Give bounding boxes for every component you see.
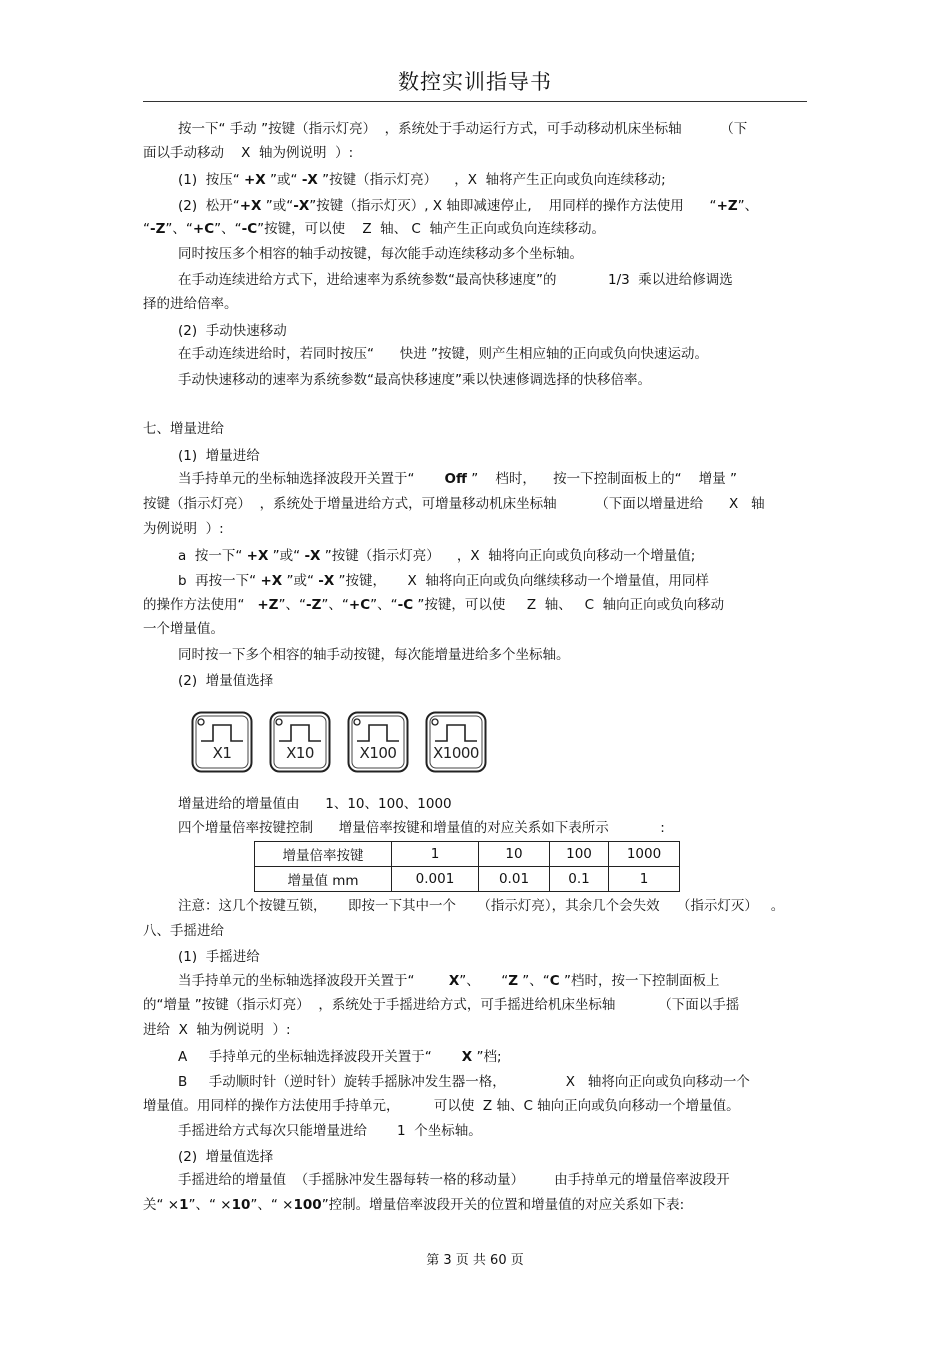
text-span: ”、“ × [250, 1197, 294, 1213]
text-span: ”按键，可以使 Z 轴、 C 轴向正向或负向移动 [413, 597, 725, 613]
paragraph-line: 增量值。用同样的操作方法使用手持单元， 可以使 Z 轴、C 轴向正向或负向移动一个增量值。 [143, 1098, 740, 1114]
text-span: a 按一下“ [178, 548, 247, 564]
paragraph-line: (2) 增量值选择 [178, 1149, 274, 1165]
text-span: ”或“ [268, 548, 305, 564]
increment-key-icon [347, 711, 409, 773]
increment-key-icon [269, 711, 331, 773]
paragraph-line: (2) 手动快速移动 [178, 323, 287, 339]
paragraph-line: (2) 增量值选择 [178, 673, 274, 689]
paragraph-line [178, 1048, 502, 1066]
paragraph-line [143, 1196, 684, 1214]
text-span: (2) 松开“ [178, 198, 240, 214]
increment-key-label: X10 [286, 744, 314, 762]
key-label-text: +X [244, 172, 266, 188]
paragraph-line: 的“增量 ”按键（指示灯亮） ，系统处于手摇进给方式，可手摇进给机床坐标轴 （下面以手摇 [143, 997, 740, 1013]
increment-key-x100[interactable] [347, 711, 409, 773]
section-heading: 八、手摇进给 [143, 923, 224, 939]
increment-key-label: X1000 [433, 744, 479, 762]
table-cell: 增量值 mm [255, 867, 392, 892]
key-label-text: -Z [150, 221, 166, 237]
text-span: (1) 按压“ [178, 172, 244, 188]
table-cell: 0.001 [392, 867, 479, 892]
paragraph-line: (1) 增量进给 [178, 448, 260, 464]
text-span: ”、“ [370, 597, 398, 613]
multiplier-text: 1 [179, 1197, 189, 1213]
header-rule [143, 101, 807, 102]
switch-position-text: X [448, 973, 460, 989]
page-title: 数控实训指导书 [398, 70, 552, 94]
text-span: ”、“ [321, 597, 349, 613]
paragraph-line: 同时按压多个相容的轴手动按键，每次能手动连续移动多个坐标轴。 [178, 246, 583, 262]
paragraph-line [178, 972, 720, 990]
key-label-text: +C [192, 221, 215, 237]
text-span: ”按键（指示灯灭）, X 轴即减速停止, 用同样的操作方法使用 “ [309, 198, 717, 214]
key-label-text: +Z [716, 198, 738, 214]
paragraph-line [143, 596, 724, 614]
key-label-text: -C [397, 597, 414, 613]
table-cell: 1 [392, 842, 479, 867]
paragraph-line: B 手动顺时针（逆时针）旋转手摇脉冲发生器一格， X 轴将向正向或负向移动一个 [178, 1074, 750, 1090]
text-span: ”按键， X 轴将向正向或负向继续移动一个增量值，用同样 [334, 573, 709, 589]
key-label-text: -Z [305, 597, 322, 613]
paragraph-line: 手动快速移动的速率为系统参数“最高快移速度”乘以快速修调选择的快移倍率。 [178, 372, 651, 388]
text-span: A 手持单元的坐标轴选择波段开关置于“ [178, 1049, 462, 1065]
table-cell: 增量倍率按键 [255, 842, 392, 867]
key-label-text: +Z [257, 597, 279, 613]
table-cell: 1000 [609, 842, 680, 867]
key-label-text: -X [318, 573, 335, 589]
paragraph-line: 为例说明 ）: [143, 521, 224, 537]
paragraph-line [178, 572, 709, 590]
switch-position-text: X [461, 1049, 473, 1065]
increment-key-label: X100 [359, 744, 397, 762]
key-label-text: -C [241, 221, 258, 237]
table-cell: 0.01 [479, 867, 550, 892]
increment-key-group [191, 711, 501, 777]
paragraph-line: 手摇进给的增量值 （手摇脉冲发生器每转一格的移动量） 由手持单元的增量倍率波段开 [178, 1172, 730, 1188]
increment-key-icon [191, 711, 253, 773]
table-row [255, 867, 680, 892]
text-span: ”按键（指示灯亮） ，X 轴将产生正向或负向连续移动; [317, 172, 666, 188]
key-label-text: +X [239, 198, 262, 214]
paragraph-line: 按一下“ 手动 ”按键（指示灯亮） ，系统处于手动运行方式，可手动移动机床坐标轴 （下 [178, 121, 748, 137]
text-span: ”控制。增量倍率波段开关的位置和增量值的对应关系如下表: [321, 1197, 685, 1213]
increment-key-x1000[interactable] [425, 711, 487, 773]
table-cell: 1 [609, 867, 680, 892]
text-span: ”按键（指示灯亮） ，X 轴将向正向或负向移动一个增量值; [320, 548, 696, 564]
text-span: “ [143, 221, 150, 237]
paragraph-line [178, 171, 666, 189]
text-span: ” 档时， 按一下控制面板上的“ 增量 ” [466, 471, 738, 487]
text-span: ”档时，按一下控制面板上 [559, 973, 720, 989]
text-span: 当手持单元的坐标轴选择波段开关置于“ [178, 973, 449, 989]
text-span: 关“ × [143, 1197, 180, 1213]
text-span: ”、“ [518, 973, 550, 989]
text-span: b 再按一下“ [178, 573, 261, 589]
text-span: ”或“ [282, 573, 319, 589]
paragraph-line [178, 197, 758, 215]
paragraph-line [178, 470, 737, 488]
paragraph-line: (1) 手摇进给 [178, 949, 260, 965]
paragraph-line: 同时按一下多个相容的轴手动按键，每次能增量进给多个坐标轴。 [178, 647, 570, 663]
key-label-text: -X [301, 172, 318, 188]
text-span: ”或“ [265, 172, 302, 188]
key-label-text: +X [260, 573, 283, 589]
switch-position-text: Z [508, 973, 518, 989]
table-row [255, 842, 680, 867]
section-heading: 七、增量进给 [143, 421, 224, 437]
key-label-text: -X [293, 198, 310, 214]
paragraph-line [178, 547, 695, 565]
text-span: ”、“ [165, 221, 193, 237]
paragraph-line: 手摇进给方式每次只能增量进给 1 个坐标轴。 [178, 1123, 482, 1139]
paragraph-line: 面以手动移动 X 轴为例说明 ）: [143, 145, 354, 161]
table-cell: 0.1 [550, 867, 609, 892]
key-label-text: +C [348, 597, 371, 613]
multiplier-text: 10 [231, 1197, 251, 1213]
text-span: ”档; [472, 1049, 502, 1065]
paragraph-line: 进给 X 轴为例说明 ）: [143, 1022, 291, 1038]
increment-key-label: X1 [212, 744, 232, 762]
increment-key-x1[interactable] [191, 711, 253, 773]
increment-key-x10[interactable] [269, 711, 331, 773]
text-span: ”、“ × [188, 1197, 232, 1213]
paragraph-line: 注意：这几个按键互锁， 即按一下其中一个 （指示灯亮），其余几个会失效 （指示灯灭） 。 [178, 898, 785, 914]
text-span: 当手持单元的坐标轴选择波段开关置于“ [178, 471, 445, 487]
switch-position-text: Off [444, 471, 467, 487]
increment-key-icon [425, 711, 487, 773]
paragraph-line: 增量进给的增量值由 1、10、100、1000 [178, 796, 452, 812]
text-span: ”按键，可以使 Z 轴、 C 轴产生正向或负向连续移动。 [257, 221, 605, 237]
key-label-text: -X [304, 548, 321, 564]
increment-ratio-table [254, 841, 680, 892]
multiplier-text: 100 [293, 1197, 322, 1213]
paragraph-line: 在手动连续进给时，若同时按压“ 快进 ”按键，则产生相应轴的正向或负向快速运动。 [178, 346, 709, 362]
paragraph-line: 在手动连续进给方式下，进给速率为系统参数“最高快移速度”的 1/3 乘以进给修调选 [178, 272, 733, 288]
paragraph-line [143, 220, 605, 238]
page-number: 第 3 页 共 60 页 [426, 1253, 524, 1268]
text-span: ”或“ [261, 198, 294, 214]
paragraph-line: 一个增量值。 [143, 621, 224, 637]
text-span: ”、“ [214, 221, 242, 237]
switch-position-text: C [549, 973, 560, 989]
text-span: ”、 “ [459, 973, 509, 989]
key-label-text: +X [246, 548, 269, 564]
paragraph-line: 择的进给倍率。 [143, 296, 238, 312]
table-cell: 10 [479, 842, 550, 867]
text-span: ”、“ [278, 597, 306, 613]
text-span: 的操作方法使用“ [143, 597, 258, 613]
text-span: ”、 [737, 198, 759, 214]
paragraph-line: 四个增量倍率按键控制 增量倍率按键和增量值的对应关系如下表所示 : [178, 820, 665, 836]
table-cell: 100 [550, 842, 609, 867]
paragraph-line: 按键（指示灯亮） ，系统处于增量进给方式，可增量移动机床坐标轴 （下面以增量进给 X 轴 [143, 496, 765, 512]
